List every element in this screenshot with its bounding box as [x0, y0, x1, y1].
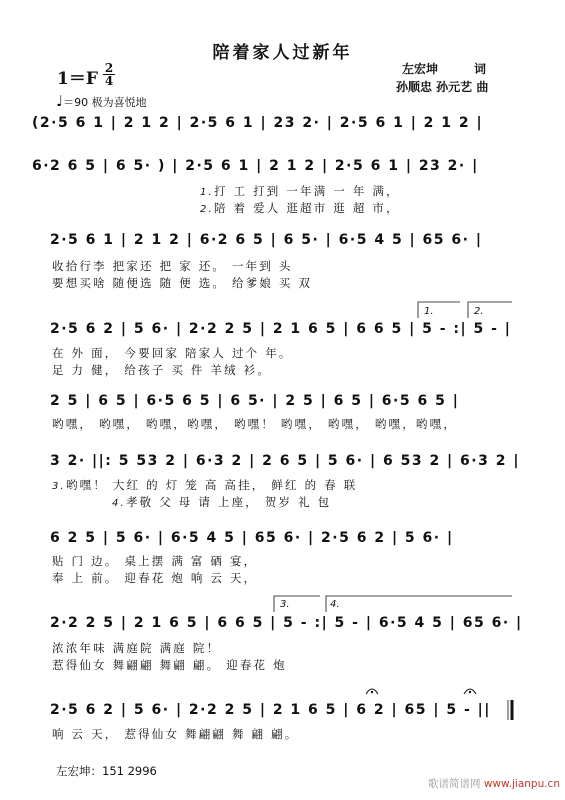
fermata-dot — [469, 691, 471, 693]
watermark-site-name: 歌谱简谱网 — [428, 778, 481, 790]
lyrics-system-7-line-2: 奉 上 前。 迎春花 炮 响 云 天， — [52, 571, 258, 585]
notes-system-8: 2·2 2 5 | 2 1 6 5 | 6 6 5 | 5 - :| 5 - | 6·5 4 5 | 65 6· | — [50, 615, 523, 631]
lyricist-credit: 左宏坤 词 — [402, 62, 487, 76]
lyrics-system-8-line-2: 惹得仙女 舞翩翩 舞翩 翩。 迎春花 炮 — [52, 658, 287, 672]
volta-2: 2. — [474, 306, 484, 317]
verse-number: 3. — [52, 481, 66, 492]
lyrics-system-8-line-1: 浓浓年味 满庭院 满庭 院！ — [52, 641, 221, 655]
volta-bracket-1 — [418, 302, 460, 318]
volta-bracket-4 — [326, 596, 512, 612]
verse-number: 4. — [112, 498, 126, 509]
song-title: 陪着家人过新年 — [212, 43, 353, 63]
quarter-note-icon: ♩ — [56, 92, 64, 110]
lyrics-system-3-line-2: 要想买啥 随便选 随 便 选。 给爹娘 买 双 — [52, 276, 313, 290]
key-signature: 1＝F — [57, 69, 98, 89]
lyrics-system-3-line-1: 收拾行李 把家还 把 家 还。 一年到 头 — [52, 259, 293, 273]
lyric-line: 打 工 打到 一年满 一 年 满， — [213, 184, 400, 198]
lyrics-system-4-line-2: 足 力 健， 给孩子 买 件 羊绒 衫。 — [52, 363, 272, 377]
time-signature-top: 2 — [104, 61, 114, 75]
lyrics-system-5: 哟嘿， 哟嘿， 哟嘿，哟嘿， 哟嘿！ 哟嘿， 哟嘿， 哟嘿，哟嘿， — [52, 417, 458, 431]
verse-number: 1. — [200, 187, 214, 198]
lyrics-system-4-line-1: 在 外 面， 今要回家 陪家人 过个 年。 — [52, 346, 293, 360]
tempo-value: ＝90 — [63, 96, 89, 109]
volta-bracket-3 — [274, 596, 320, 612]
notes-system-2: 6·2 6 5 | 6 5· ) | 2·5 6 1 | 2 1 2 | 2·5 6 1 | 23 2· | — [32, 158, 479, 174]
fermata-dot — [371, 691, 373, 693]
lyrics-system-7-line-1: 贴 门 边。 桌上摆 满 富 硒 宴， — [52, 554, 258, 568]
expression-marking: 极为喜悦地 — [91, 96, 147, 109]
verse-number: 2. — [200, 204, 214, 215]
time-signature-bottom: 4 — [104, 74, 114, 88]
volta-1: 1. — [424, 306, 434, 317]
lyric-line: 孝敬 父 母 请 上座， 贺岁 礼 包 — [125, 495, 332, 509]
volta-bracket-2 — [468, 302, 512, 318]
notes-system-7: 6 2 5 | 5 6· | 6·5 4 5 | 65 6· | 2·5 6 2 | 5 6· | — [50, 530, 454, 546]
watermark-url: www.jianpu.cn — [483, 778, 560, 790]
lyrics-system-9: 响 云 天， 惹得仙女 舞翩翩 舞 翩 翩。 — [52, 727, 299, 741]
contact-footer: 左宏坤：151 2996 — [56, 764, 157, 778]
notes-system-6: 3 2· ||: 5 53 2 | 6·3 2 | 2 6 5 | 5 6· | 6 53 2 | 6·3 2 | — [50, 453, 520, 469]
notes-system-4: 2·5 6 2 | 5 6· | 2·2 2 5 | 2 1 6 5 | 6 6 5 | 5 - :| 5 - | — [50, 321, 512, 337]
composer-credit: 孙顺忠 孙元艺 曲 — [396, 80, 489, 94]
volta-3: 3. — [280, 599, 290, 610]
lyric-line: 哟嘿！ 大红 的 灯 笼 高 高挂， 鲜红 的 春 联 — [65, 478, 358, 492]
watermark — [428, 776, 560, 791]
volta-4: 4. — [330, 599, 340, 610]
notes-system-3: 2·5 6 1 | 2 1 2 | 6·2 6 5 | 6 5· | 6·5 4 5 | 65 6· | — [50, 232, 483, 248]
notes-system-9: 2·5 6 2 | 5 6· | 2·2 2 5 | 2 1 6 5 | 6 2 | 65 | 5 - || — [50, 702, 491, 718]
lyric-line: 陪 着 爱人 逛超市 逛 超 市， — [213, 201, 400, 215]
notes-system-1: (2·5 6 1 | 2 1 2 | 2·5 6 1 | 23 2· | 2·5 6 1 | 2 1 2 | — [32, 115, 484, 131]
notes-system-5: 2 5 | 6 5 | 6·5 6 5 | 6 5· | 2 5 | 6 5 | 6·5 6 5 | — [50, 393, 460, 409]
